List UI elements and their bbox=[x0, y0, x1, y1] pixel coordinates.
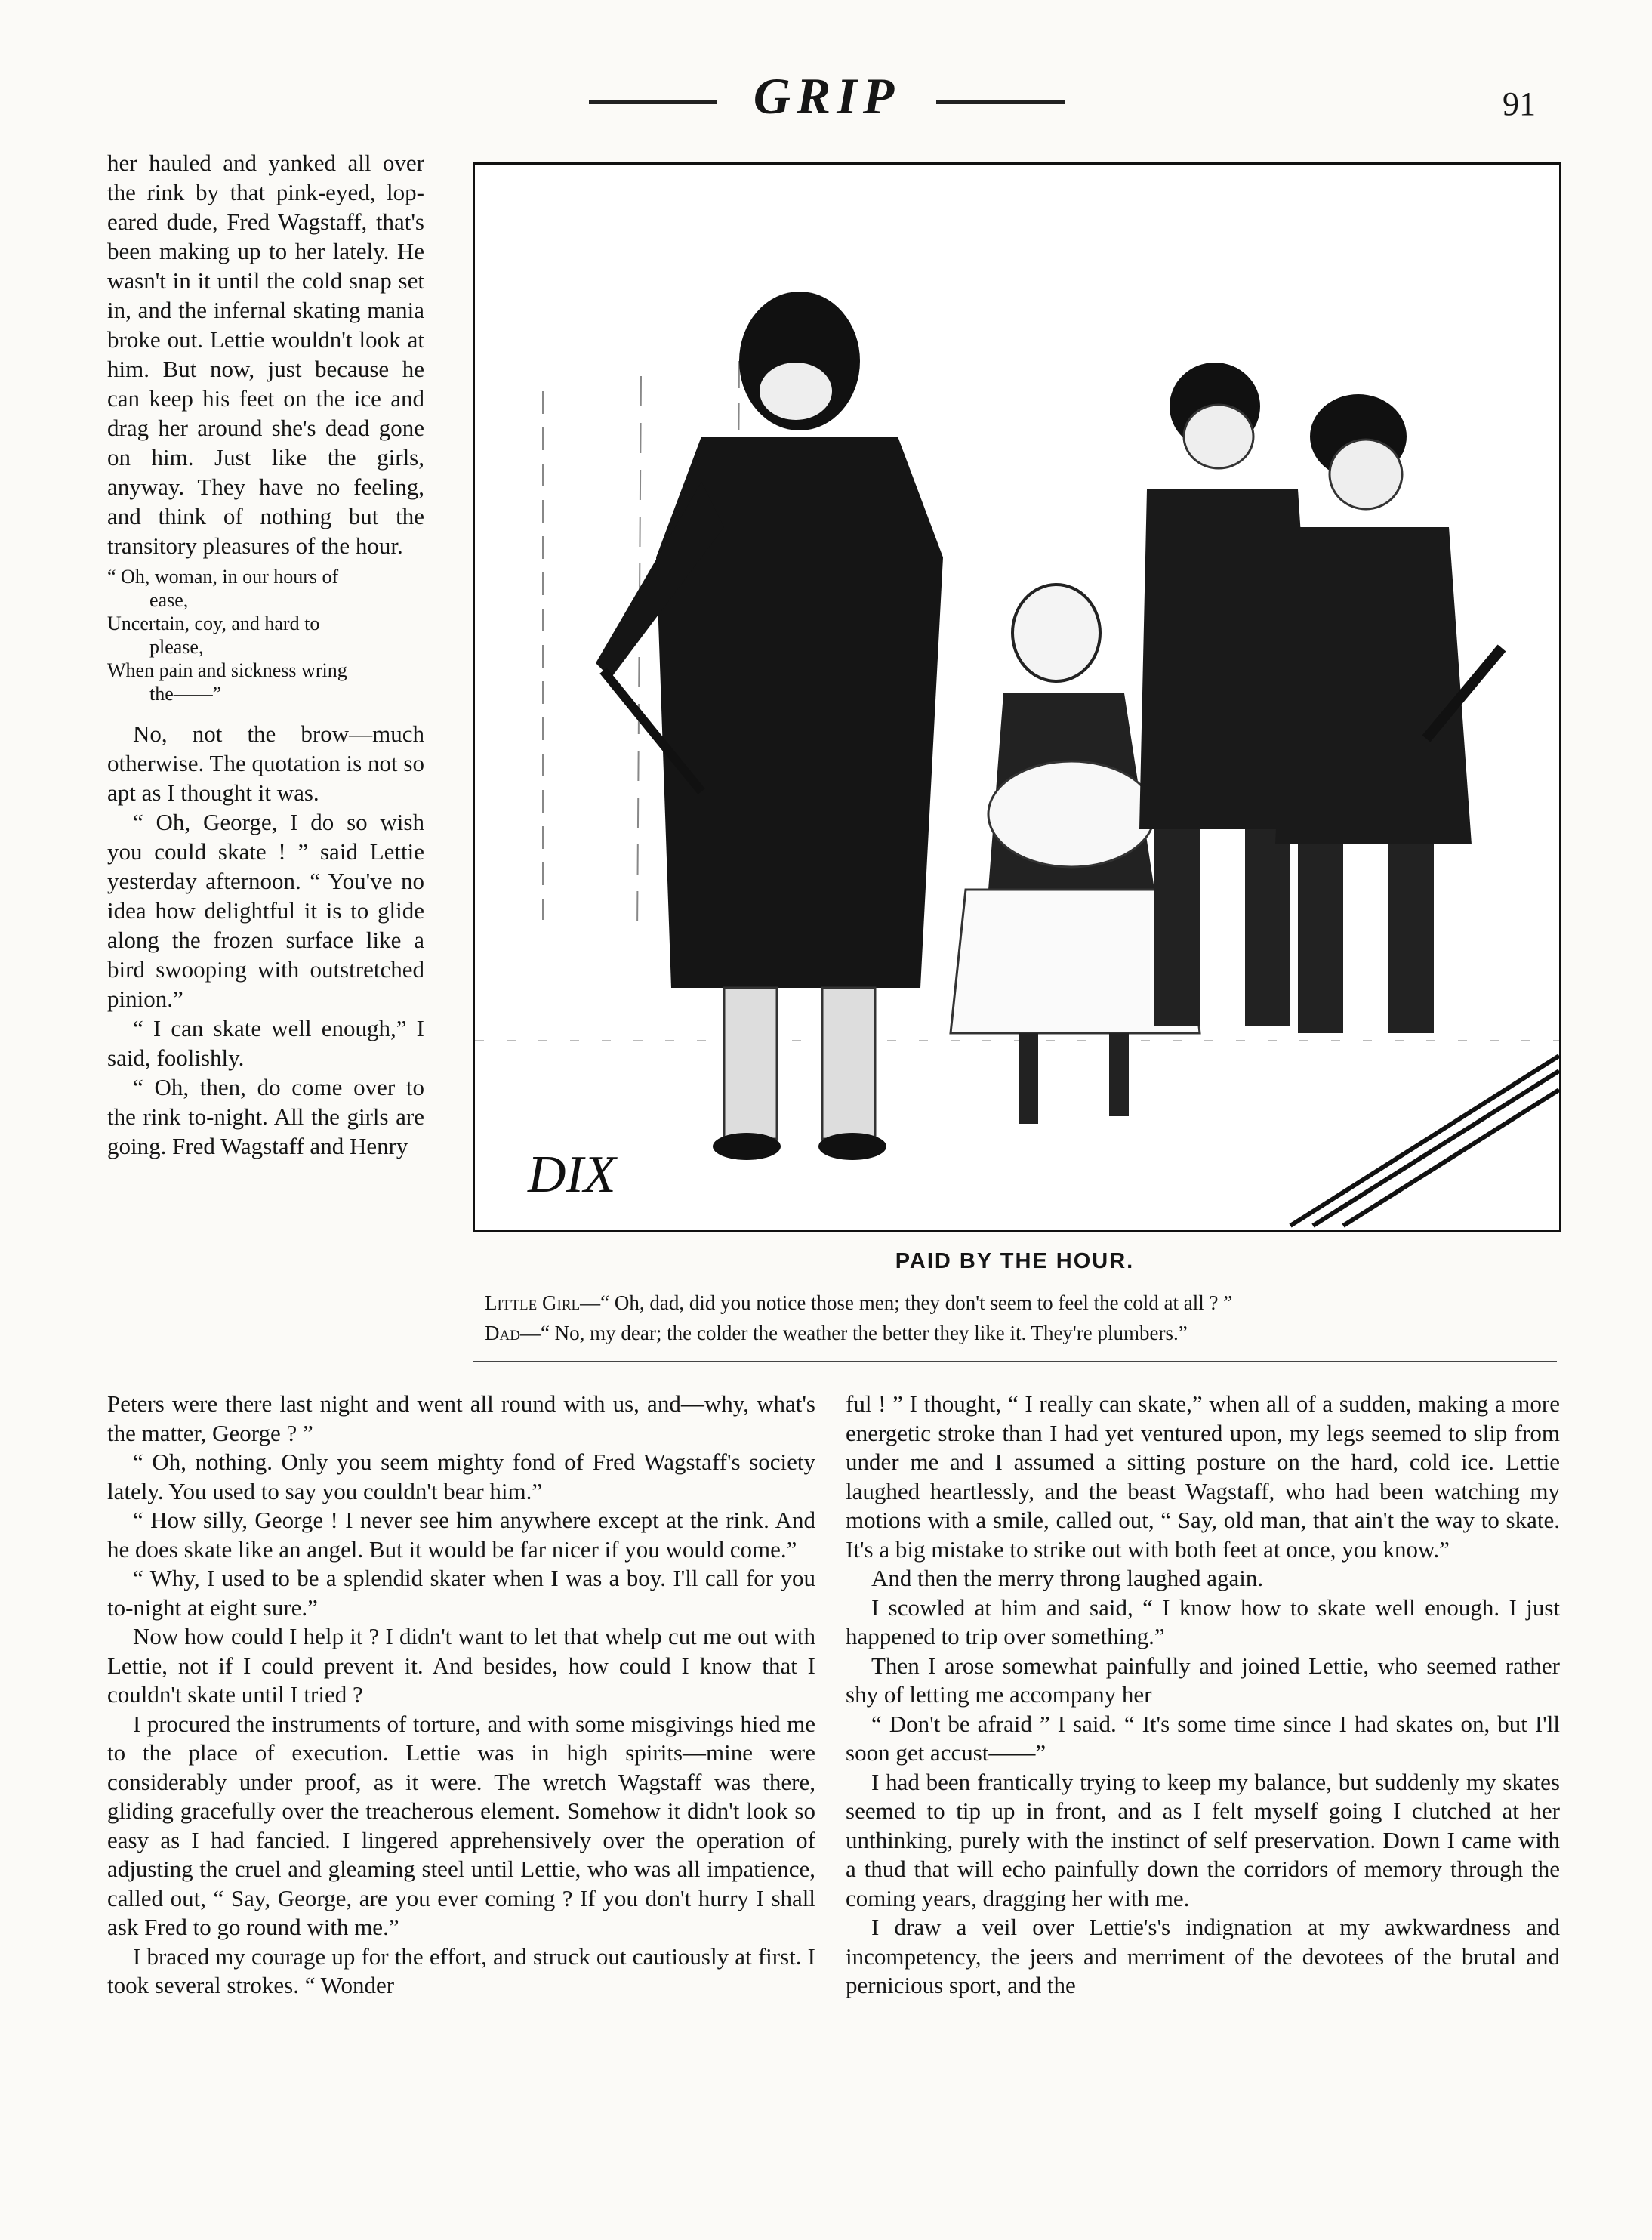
story-paragraph: Peters were there last night and went all round with us, and—why, what's the matter, George ? ” bbox=[107, 1390, 815, 1446]
story-paragraph: I scowled at him and said, “ I know how to skate well enough. I just happened to trip over something.” bbox=[846, 1594, 1560, 1649]
masthead-rule-left bbox=[589, 100, 717, 104]
left-paragraph-2: No, not the brow—much otherwise. The quotation is not so apt as I thought it was. bbox=[107, 720, 424, 806]
story-paragraph: “ How silly, George ! I never see him anywhere except at the rink. And he does skate like an angel. But it would be far nicer if you would come.” bbox=[107, 1507, 815, 1563]
story-paragraph: I had been frantically trying to keep my balance, but suddenly my skates seemed to tip up in front, and as I felt myself going I clutched at her unthinking, purely with the instinct of self preservation. Down I came with a thud that will echo painfully down the corridors of memory through the coming years, dragging her with me. bbox=[846, 1768, 1560, 1911]
left-paragraph-1: her hauled and yanked all over the rink by that pink-eyed, lop-eared dude, Fred Wagstaff, that's been making up to her lately. He wasn't in it until the cold snap set in, and the infernal skating mania broke out. Lettie wouldn't look at him. But now, just because he can keep his feet on the ice and drag her around she's dead gone on him. Just like the girls, anyway. They have no feeling, and think of nothing but the transitory pleasures of the hour. bbox=[107, 150, 424, 559]
left-paragraph-4: “ I can skate well enough,” I said, foolishly. bbox=[107, 1015, 424, 1071]
bottom-left-column bbox=[107, 1390, 815, 2001]
engraving-figures bbox=[475, 165, 1559, 1230]
story-paragraph: ful ! ” I thought, “ I really can skate,” when all of a sudden, making a more energetic stroke than I had yet ventured upon, my legs seemed to slip from under me and I assumed a sitting posture on the hard, cold ice. Lettie laughed heartlessly, and the beast Wagstaff, who had been watching my motions with a smile, called out, “ Say, old man, that ain't the way to skate. It's a big mistake to strike out with both feet at once, you know.” bbox=[846, 1390, 1560, 1563]
story-paragraph: Then I arose somewhat painfully and joined Lettie, who seemed rather shy of letting me accompany her bbox=[846, 1652, 1560, 1708]
plumber-figure-icon bbox=[1275, 394, 1502, 1033]
verse-line: please, bbox=[149, 636, 204, 658]
verse-line: “ Oh, woman, in our hours of bbox=[107, 566, 339, 588]
verse-line: When pain and sickness wring bbox=[107, 659, 347, 681]
verse-line: Uncertain, coy, and hard to bbox=[107, 612, 320, 634]
bottom-right-column bbox=[846, 1390, 1560, 2001]
corner-hatching bbox=[1290, 1056, 1559, 1226]
masthead-rule-right bbox=[936, 100, 1065, 104]
verse-line: the——” bbox=[149, 683, 222, 705]
story-paragraph: “ Don't be afraid ” I said. “ It's some time since I had skates on, but I'll soon get accust——” bbox=[846, 1710, 1560, 1766]
caption-text: —“ Oh, dad, did you notice those men; they don't seem to feel the cold at all ? ” bbox=[580, 1291, 1233, 1314]
father-figure-icon bbox=[596, 292, 943, 1160]
left-column bbox=[107, 148, 424, 1161]
story-paragraph: “ Oh, nothing. Only you seem mighty fond of Fred Wagstaff's society lately. You used to say you couldn't bear him.” bbox=[107, 1449, 815, 1504]
story-paragraph: Now how could I help it ? I didn't want to let that whelp cut me out with Lettie, not if I could prevent it. And besides, how could I know that I couldn't skate until I tried ? bbox=[107, 1623, 815, 1708]
story-paragraph: And then the merry throng laughed again. bbox=[871, 1565, 1264, 1591]
story-paragraph: I braced my courage up for the effort, and struck out cautiously at first. I took several strokes. “ Wonder bbox=[107, 1942, 815, 1998]
page-number: 91 bbox=[1503, 85, 1536, 122]
caption-speaker: Dad bbox=[485, 1322, 520, 1344]
verse-line: ease, bbox=[149, 589, 189, 611]
story-paragraph: I draw a veil over Lettie's's indignation at my awkwardness and incompetency, the jeers and merriment of the devotees of the brutal and pernicious sport, and the bbox=[846, 1914, 1560, 1998]
caption-text: —“ No, my dear; the colder the weather the better they like it. They're plumbers.” bbox=[519, 1322, 1188, 1344]
illustration bbox=[473, 162, 1561, 1232]
caption-line-2 bbox=[485, 1320, 1572, 1346]
quoted-verse bbox=[107, 565, 424, 705]
caption-title: PAID BY THE HOUR. bbox=[895, 1249, 1135, 1273]
left-paragraph-3: “ Oh, George, I do so wish you could skate ! ” said Lettie yesterday afternoon. “ You've no idea how delightful it is to glide along the frozen surface like a bird swooping with outstretched pinion.” bbox=[107, 809, 424, 1012]
story-paragraph: I procured the instruments of torture, and with some misgivings hied me to the place of execution. Lettie was in high spirits—mine were considerably under proof, as it were. The wretch Wagstaff was there, gliding gracefully over the treacherous element. Somehow it didn't look so easy as I had fancied. I lingered apprehensively over the operation of adjusting the cruel and gleaming steel until Lettie, who was all impatience, called out, “ Say, George, are you ever coming ? If you don't hurry I shall ask Fred to go round with me.” bbox=[107, 1710, 815, 1940]
caption-speaker: Little Girl bbox=[485, 1291, 581, 1314]
artist-signature: DIX bbox=[528, 1146, 616, 1204]
caption-rule bbox=[473, 1361, 1557, 1362]
masthead-title: GRIP bbox=[753, 67, 901, 125]
caption-line-1 bbox=[485, 1290, 1572, 1316]
story-paragraph: “ Why, I used to be a splendid skater when I was a boy. I'll call for you to-night at eight sure.” bbox=[107, 1565, 815, 1621]
left-paragraph-5: “ Oh, then, do come over to the rink to-night. All the girls are going. Fred Wagstaff and Henry bbox=[107, 1074, 424, 1159]
